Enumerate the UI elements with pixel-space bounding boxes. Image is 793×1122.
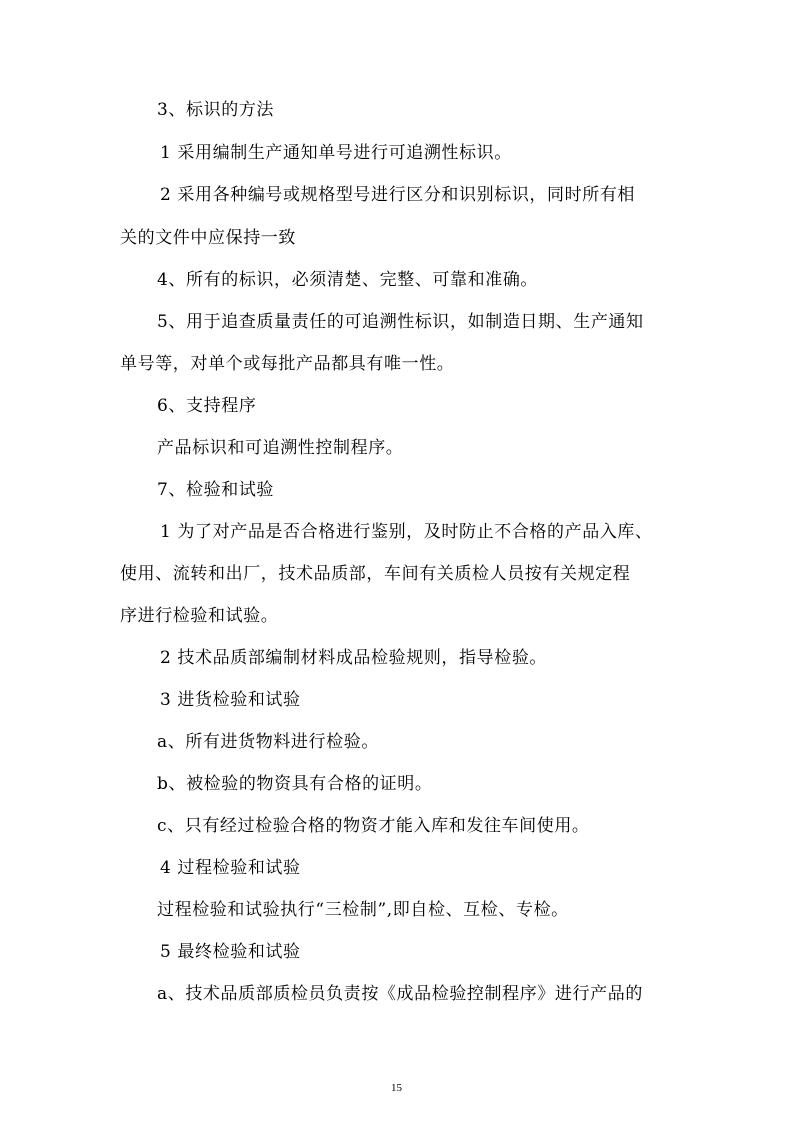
text-line: 1 采用编制生产通知单号进行可追溯性标识。 <box>160 143 512 163</box>
text-line: 4 过程检验和试验 <box>160 858 301 878</box>
text-line: 关的文件中应保持一致 <box>120 228 296 248</box>
text-line: 6、支持程序 <box>157 396 257 416</box>
text-line: b、被检验的物资具有合格的证明。 <box>157 774 433 794</box>
text-line: 7、检验和试验 <box>157 480 275 500</box>
text-line: 3、标识的方法 <box>157 100 275 120</box>
text-line: 3 进货检验和试验 <box>160 690 301 710</box>
text-line: 2 技术品质部编制材料成品检验规则，指导检验。 <box>160 648 548 668</box>
text-line: 5 最终检验和试验 <box>160 942 301 962</box>
text-line: 产品标识和可追溯性控制程序。 <box>157 438 404 458</box>
text-line: c、只有经过检验合格的物资才能入库和发往车间使用。 <box>157 816 590 836</box>
text-line: a、所有进货物料进行检验。 <box>157 732 379 752</box>
text-line: 序进行检验和试验。 <box>120 606 279 626</box>
text-line: 4、所有的标识，必须清楚、完整、可靠和准确。 <box>157 270 539 290</box>
text-line: 过程检验和试验执行“三检制”,即自检、互检、专检。 <box>157 900 569 920</box>
page-number: 15 <box>391 1082 402 1094</box>
text-line: 2 采用各种编号或规格型号进行区分和识别标识，同时所有相 <box>160 185 636 205</box>
text-line: 5、用于追查质量责任的可追溯性标识，如制造日期、生产通知 <box>157 312 644 332</box>
text-line: 1 为了对产品是否合格进行鉴别，及时防止不合格的产品入库、 <box>160 522 653 542</box>
text-line: a、技术品质部质检员负责按《成品检验控制程序》进行产品的 <box>157 984 643 1004</box>
text-line: 单号等，对单个或每批产品都具有唯一性。 <box>120 354 455 374</box>
text-line: 使用、流转和出厂，技术品质部，车间有关质检人员按有关规定程 <box>120 564 631 584</box>
